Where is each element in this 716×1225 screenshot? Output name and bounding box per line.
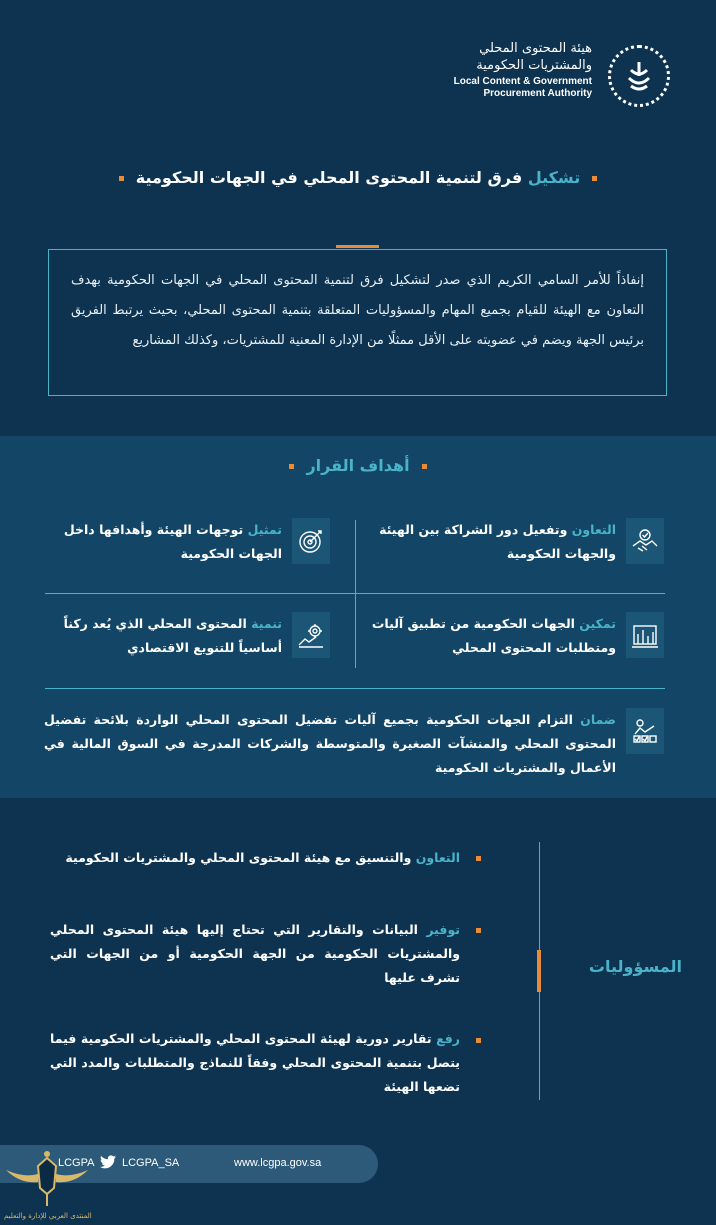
goal-item — [352, 612, 664, 672]
checklist-icon — [626, 708, 664, 754]
goals-title — [0, 456, 716, 475]
goal-keyword: تنمية — [251, 616, 282, 631]
watermark-emblem-icon — [4, 1148, 90, 1210]
bullet-square-icon — [476, 1038, 481, 1043]
responsibility-description: تقارير دورية لهيئة المحتوى المحلي والمشتريات الحكومية فيما يتصل بتنمية المحتوى المحلي وفقاً للنماذج والمتطلبات والمدد التي تضعها الهيئة — [50, 1031, 460, 1094]
responsibilities-title: المسؤوليات — [588, 957, 682, 976]
goal-keyword: تمكين — [579, 616, 616, 631]
divider-accent — [537, 950, 541, 992]
target-icon — [292, 518, 330, 564]
growth-gears-icon — [292, 612, 330, 658]
bullet-square-icon — [289, 464, 294, 469]
title-highlight: تشكيل — [527, 168, 581, 187]
bullet-square-icon — [476, 856, 481, 861]
bullet-square-icon — [119, 176, 124, 181]
brand-handle: LCGPA — [58, 1157, 95, 1169]
org-name-en-line2: Procurement Authority — [483, 88, 592, 99]
twitter-handle[interactable]: LCGPA_SA — [122, 1157, 180, 1169]
responsibility-keyword: التعاون — [415, 850, 460, 865]
responsibility-item — [50, 846, 460, 870]
goal-keyword: ضمان — [580, 712, 616, 727]
responsibility-keyword: توفير — [426, 922, 460, 937]
goal-item — [42, 518, 330, 578]
watermark-text: المنتدى العربي للإدارة والتعليم — [4, 1212, 92, 1220]
goal-description: التزام الجهات الحكومية بجميع آليات تفضيل المحتوى المحلي الواردة بلائحة تفضيل المحتوى المحلي والمنشآت الصغيرة والمتوسطة والشركات المدرجة في السوق المالية في الأعمال والمشتريات الحكومية — [44, 712, 616, 775]
goal-description: المحتوى المحلي الذي يُعد ركناً أساسياً للتنويع الاقتصادي — [63, 616, 282, 655]
responsibility-item — [50, 918, 460, 990]
bullet-square-icon — [592, 176, 597, 181]
goal-description: الجهات الحكومية من تطبيق آليات ومتطلبات المحتوى المحلي — [371, 616, 616, 655]
divider — [45, 593, 665, 594]
goal-keyword: تمثيل — [247, 522, 282, 537]
goal-text — [42, 518, 282, 566]
website-link[interactable]: www.lcgpa.gov.sa — [234, 1157, 322, 1169]
bullet-square-icon — [422, 464, 427, 469]
bullet-square-icon — [476, 928, 481, 933]
responsibility-description: البيانات والتقارير التي تحتاج إليها هيئة المحتوى المحلي والمشتريات الحكومية من الجهة الحكومية أو من الجهات التي تشرف عليها — [50, 922, 460, 985]
intro-paragraph: إنفاذاً للأمر السامي الكريم الذي صدر لتشكيل فرق لتنمية المحتوى المحلي في الجهات الحكومية بهدف التعاون مع الهيئة للقيام بجميع المهام والمسؤوليات المتعلقة بتنمية المحتوى المحلي، بحيث يرتبط الفريق برئيس الجهة ويضم في عضويته على الأقل ممثلًا من الإدارة المعنية للمشتريات، وكذلك المشاريع — [48, 249, 667, 396]
goal-item — [352, 518, 664, 578]
responsibility-keyword: رفع — [436, 1031, 460, 1046]
goal-keyword: التعاون — [571, 522, 616, 537]
goal-item — [44, 708, 664, 788]
twitter-icon[interactable] — [100, 1155, 116, 1169]
goals-title-text: أهداف القرار — [306, 456, 410, 475]
goals-section — [0, 436, 716, 798]
responsibility-item — [50, 1027, 460, 1099]
goal-text — [44, 708, 616, 780]
org-name-ar-line1: هيئة المحتوى المحلي — [479, 41, 592, 56]
lcgpa-emblem-icon — [608, 45, 670, 107]
goal-description: وتفعيل دور الشراكة بين الهيئة والجهات الحكومية — [379, 522, 616, 561]
org-name-en-line1: Local Content & Government — [453, 76, 592, 87]
goal-description: توجهات الهيئة وأهدافها داخل الجهات الحكومية — [63, 522, 282, 561]
responsibility-description: والتنسيق مع هيئة المحتوى المحلي والمشتريات الحكومية — [65, 850, 412, 865]
page-title — [0, 168, 716, 187]
goal-text — [352, 612, 616, 660]
org-name — [454, 40, 592, 100]
org-name-ar-line2: والمشتريات الحكومية — [476, 58, 592, 73]
team-chart-icon — [626, 612, 664, 658]
goal-item — [42, 612, 330, 672]
goal-text — [42, 612, 282, 660]
goal-text — [352, 518, 616, 566]
header — [250, 40, 670, 120]
divider — [336, 245, 379, 248]
handshake-icon — [626, 518, 664, 564]
title-rest: فرق لتنمية المحتوى المحلي في الجهات الحكومية — [135, 168, 523, 187]
divider — [45, 688, 665, 689]
